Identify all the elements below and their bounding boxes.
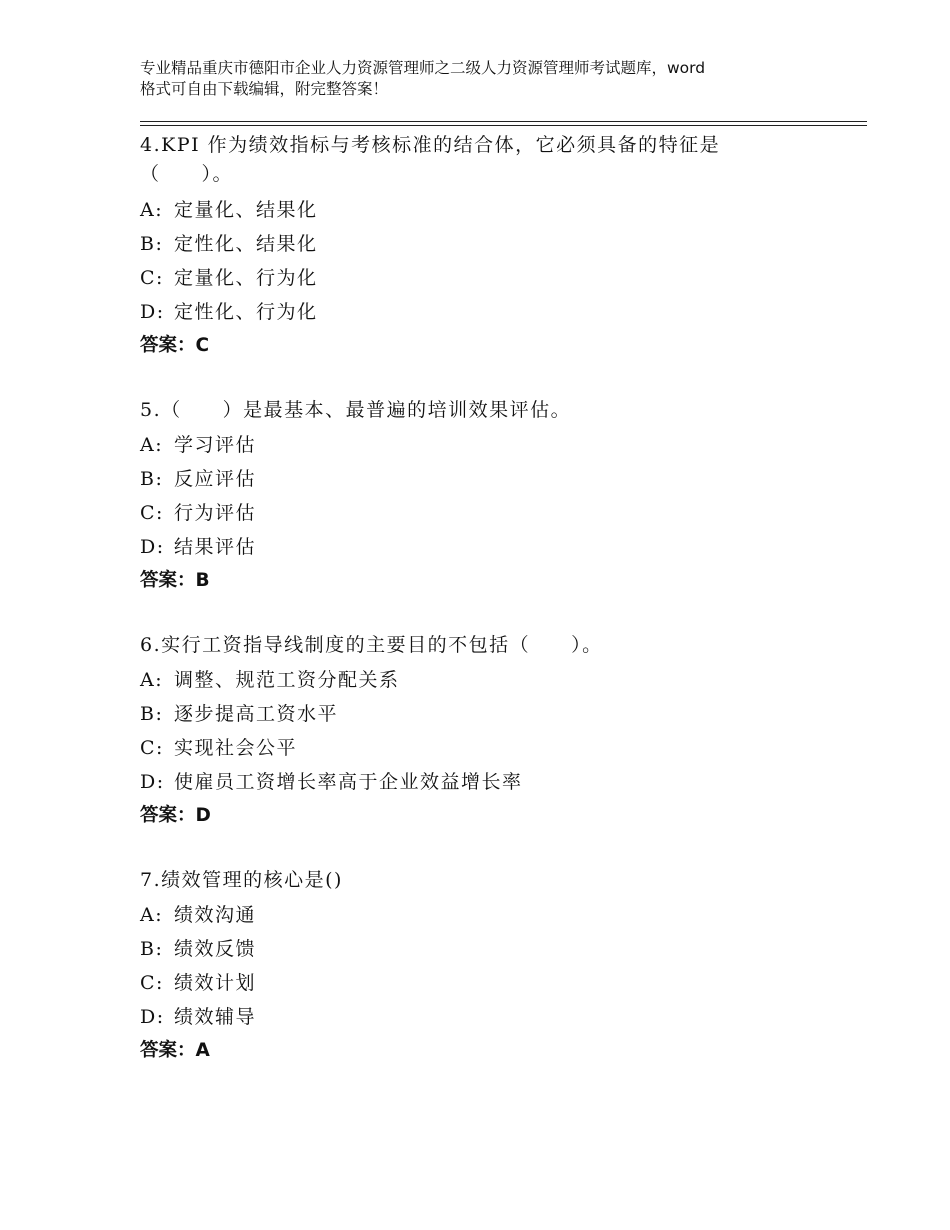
option-text: 定性化、结果化 xyxy=(174,233,318,255)
option-text: 反应评估 xyxy=(174,468,257,490)
option-text: 实现社会公平 xyxy=(174,737,298,759)
question-stem-line: 7.绩效管理的核心是() xyxy=(140,869,343,891)
option-text: 绩效辅导 xyxy=(174,1006,257,1028)
option-letter: A: xyxy=(140,669,164,691)
option-b xyxy=(140,697,860,731)
option-b xyxy=(140,932,860,966)
option-letter: D: xyxy=(140,301,165,323)
question-spacer xyxy=(140,363,860,396)
header-line-1: 专业精品重庆市德阳市企业人力资源管理师之二级人力资源管理师考试题库，word xyxy=(140,59,706,77)
option-letter: C: xyxy=(140,502,164,524)
option-letter: D: xyxy=(140,1006,165,1028)
option-c xyxy=(140,966,860,1000)
question-spacer xyxy=(140,833,860,866)
option-c xyxy=(140,731,860,765)
answer-line: 答案：D xyxy=(140,805,211,826)
answer-line: 答案：C xyxy=(140,335,210,356)
question-stem-line: （ ）。 xyxy=(140,163,234,185)
question-stem xyxy=(140,130,860,188)
option-letter: C: xyxy=(140,737,164,759)
option-d xyxy=(140,765,860,799)
answer-line: 答案：B xyxy=(140,570,210,591)
option-a xyxy=(140,663,860,697)
option-text: 调整、规范工资分配关系 xyxy=(174,669,400,691)
option-text: 行为评估 xyxy=(174,502,257,524)
header-divider-bottom xyxy=(140,125,867,126)
option-letter: B: xyxy=(140,703,164,725)
option-a xyxy=(140,193,860,227)
option-letter: D: xyxy=(140,536,165,558)
question-stem-line: 4.KPI 作为绩效指标与考核标准的结合体，它必须具备的特征是 xyxy=(140,134,721,156)
option-letter: C: xyxy=(140,267,164,289)
option-letter: D: xyxy=(140,771,165,793)
option-a xyxy=(140,428,860,462)
option-a xyxy=(140,898,860,932)
option-d xyxy=(140,530,860,564)
question-stem xyxy=(140,866,860,894)
option-d xyxy=(140,1000,860,1034)
option-text: 绩效沟通 xyxy=(174,904,257,926)
question-stem-line: 5.（ ）是最基本、最普遍的培训效果评估。 xyxy=(140,399,572,421)
option-text: 使雇员工资增长率高于企业效益增长率 xyxy=(174,771,523,793)
option-text: 定量化、结果化 xyxy=(174,199,318,221)
document-header xyxy=(140,58,830,100)
question-4 xyxy=(140,130,860,363)
option-text: 结果评估 xyxy=(174,536,257,558)
question-list xyxy=(140,130,860,1068)
question-7 xyxy=(140,866,860,1068)
option-letter: B: xyxy=(140,233,164,255)
question-stem xyxy=(140,396,860,424)
option-letter: B: xyxy=(140,938,164,960)
option-c xyxy=(140,261,860,295)
option-text: 定量化、行为化 xyxy=(174,267,318,289)
option-letter: A: xyxy=(140,904,164,926)
option-text: 定性化、行为化 xyxy=(174,301,318,323)
option-c xyxy=(140,496,860,530)
question-stem-line: 6.实行工资指导线制度的主要目的不包括（ ）。 xyxy=(140,634,603,656)
option-d xyxy=(140,295,860,329)
option-letter: A: xyxy=(140,434,164,456)
question-5 xyxy=(140,396,860,598)
header-line-2: 格式可自由下载编辑，附完整答案！ xyxy=(140,80,389,98)
option-text: 逐步提高工资水平 xyxy=(174,703,339,725)
option-b xyxy=(140,227,860,261)
option-text: 绩效反馈 xyxy=(174,938,257,960)
header-divider-top xyxy=(140,121,867,122)
question-6 xyxy=(140,631,860,833)
option-letter: B: xyxy=(140,468,164,490)
option-text: 学习评估 xyxy=(174,434,257,456)
question-spacer xyxy=(140,598,860,631)
option-letter: C: xyxy=(140,972,164,994)
option-text: 绩效计划 xyxy=(174,972,257,994)
answer-line: 答案：A xyxy=(140,1040,210,1061)
question-stem xyxy=(140,631,860,659)
option-b xyxy=(140,462,860,496)
option-letter: A: xyxy=(140,199,164,221)
